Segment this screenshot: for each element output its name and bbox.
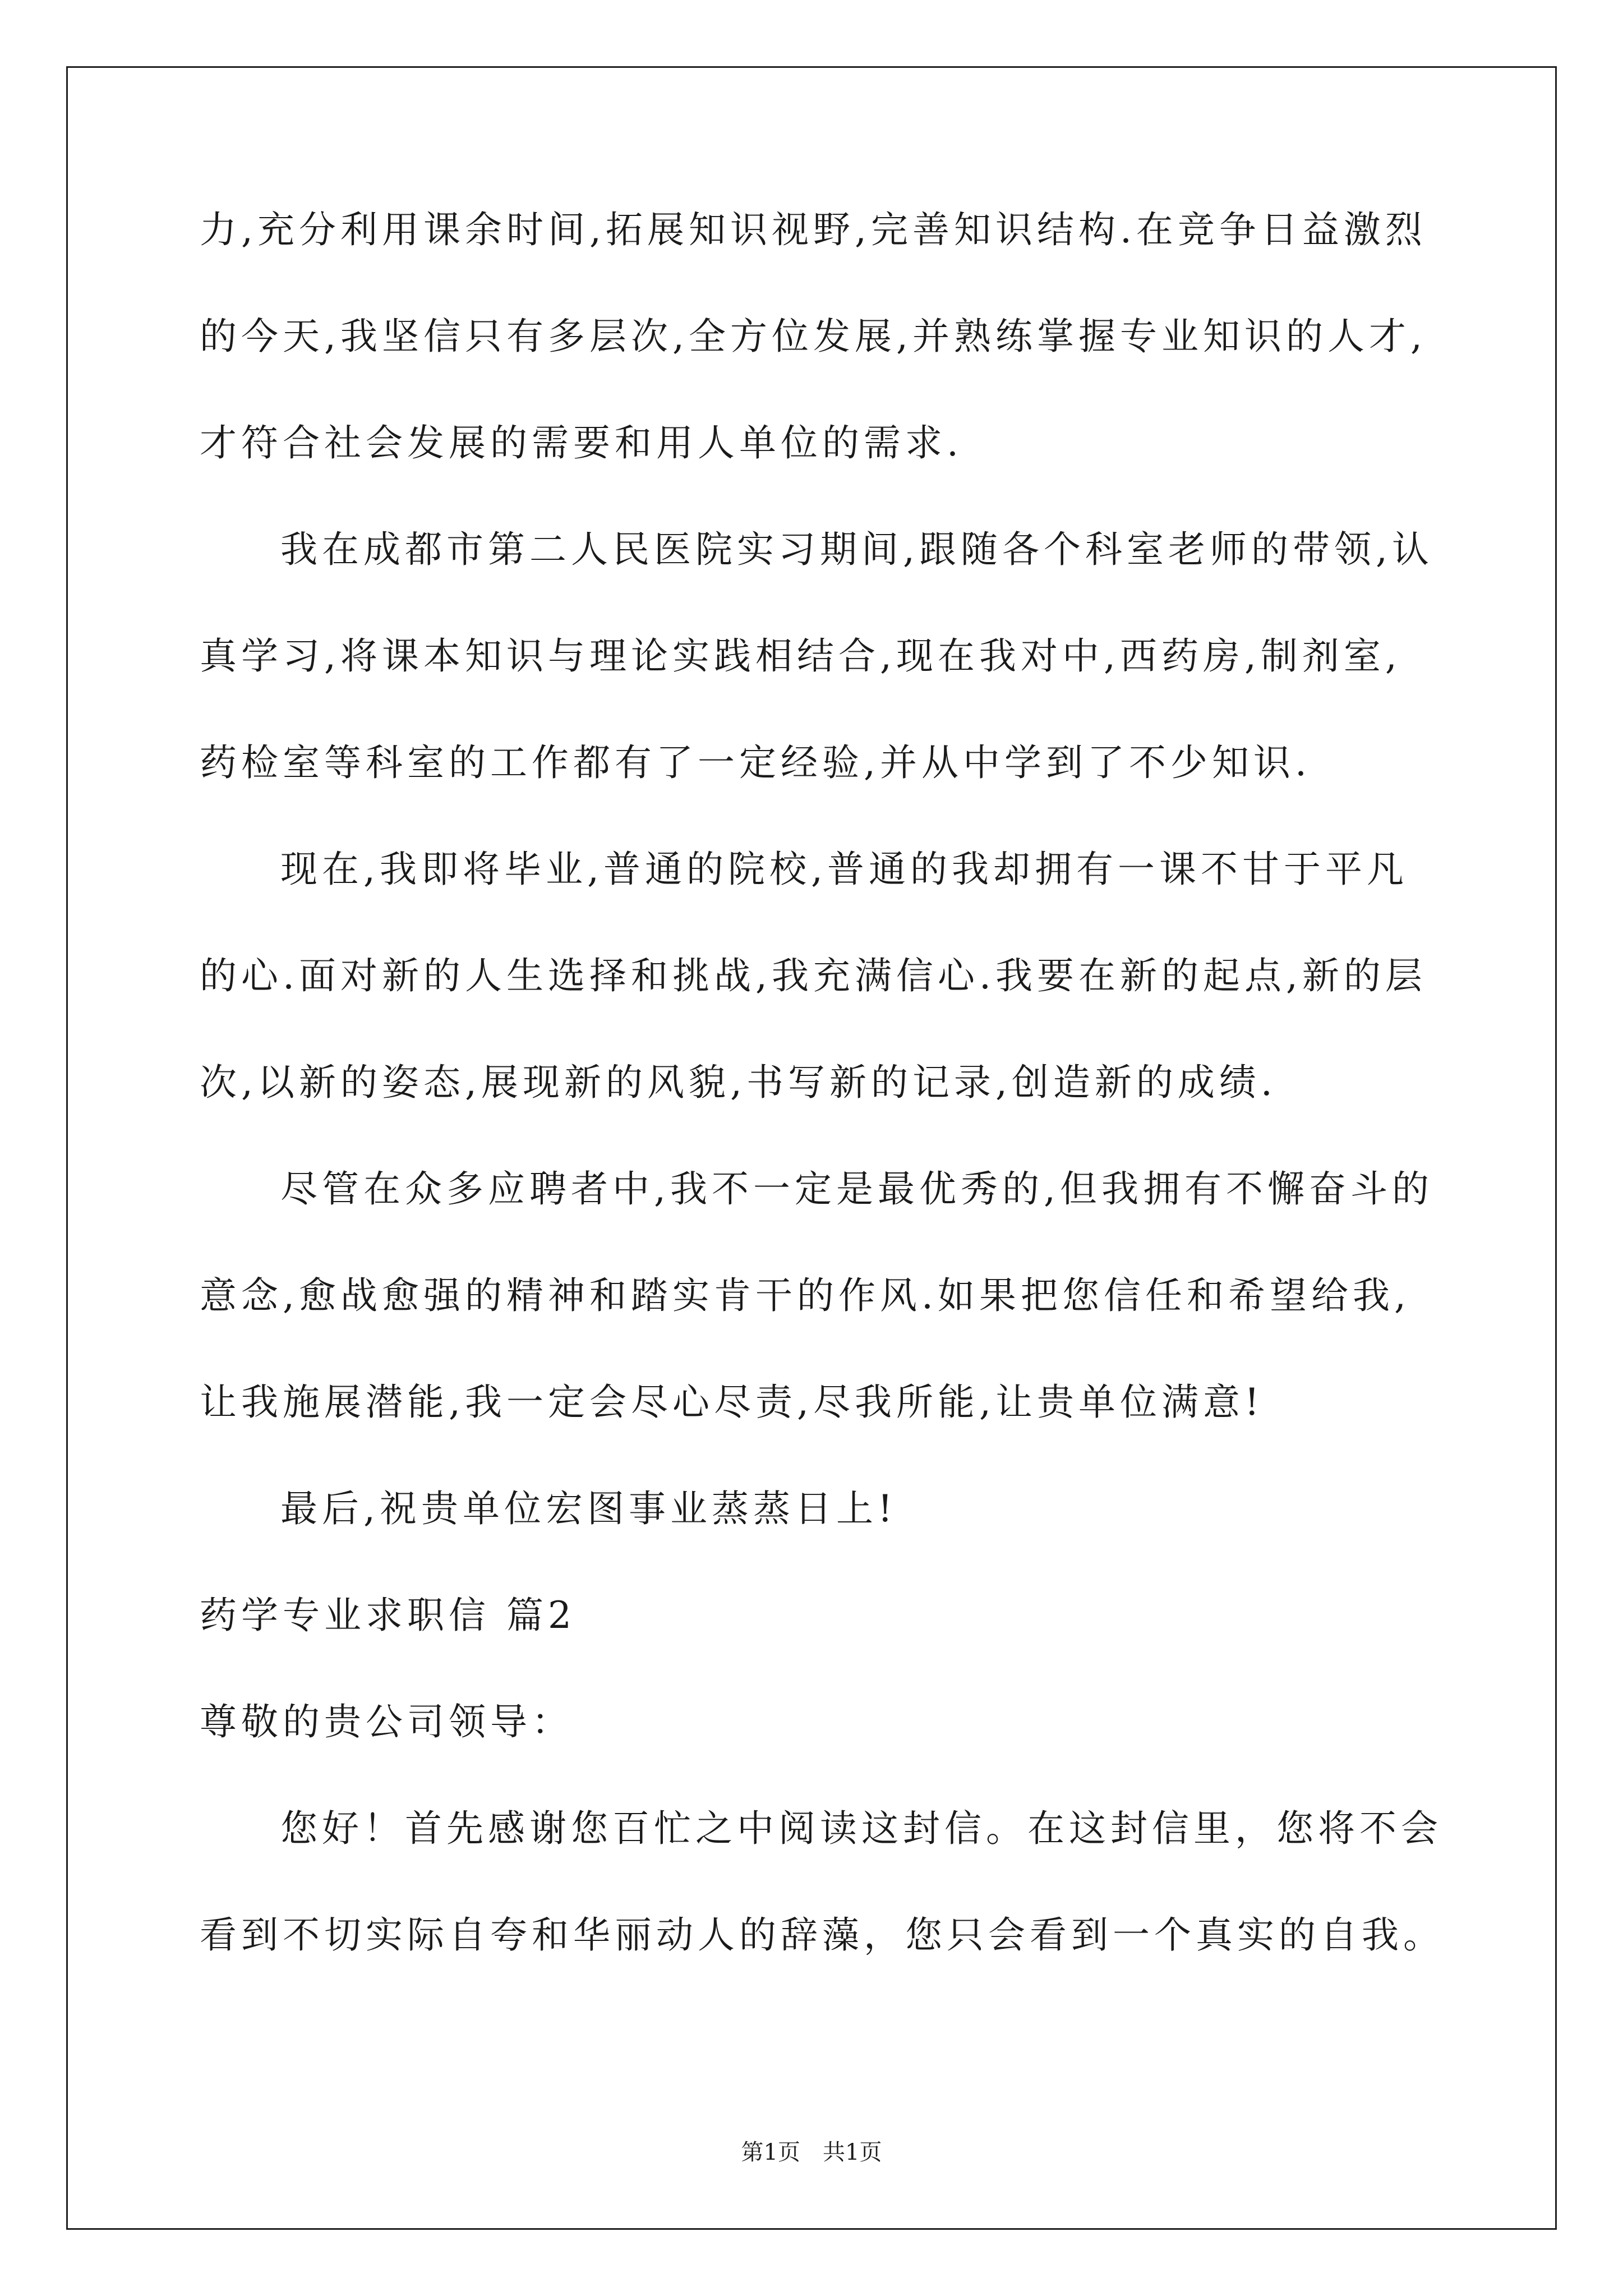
text-line: 力,充分利用课余时间,拓展知识视野,完善知识结构.在竞争日益激烈 xyxy=(200,208,1427,251)
paragraph-first-line: 最后,祝贵单位宏图事业蒸蒸日上! xyxy=(280,1487,897,1530)
text-line: 让我施展潜能,我一定会尽心尽责,尽我所能,让贵单位满意! xyxy=(200,1381,1264,1424)
paragraph-first-line: 您好！首先感谢您百忙之中阅读这封信。在这封信里，您将不会 xyxy=(280,1807,1442,1850)
section-heading: 药学专业求职信 篇2 xyxy=(200,1594,576,1637)
text-line: 看到不切实际自夸和华丽动人的辞藻，您只会看到一个真实的自我。 xyxy=(200,1913,1445,1957)
page-border xyxy=(66,66,1557,2230)
paragraph-first-line: 尽管在众多应聘者中,我不一定是最优秀的,但我拥有不懈奋斗的 xyxy=(280,1167,1433,1211)
text-line: 次,以新的姿态,展现新的风貌,书写新的记录,创造新的成绩. xyxy=(200,1061,1277,1104)
text-line: 意念,愈战愈强的精神和踏实肯干的作风.如果把您信任和希望给我, xyxy=(200,1274,1410,1317)
page-number-footer: 第1页 共1页 xyxy=(741,2139,882,2165)
paragraph-first-line: 我在成都市第二人民医院实习期间,跟随各个科室老师的带领,认 xyxy=(280,528,1433,571)
text-line: 的心.面对新的人生选择和挑战,我充满信心.我要在新的起点,新的层 xyxy=(200,954,1427,997)
text-line: 药检室等科室的工作都有了一定经验,并从中学到了不少知识. xyxy=(200,741,1311,784)
text-line: 才符合社会发展的需要和用人单位的需求. xyxy=(200,421,963,464)
text-line: 真学习,将课本知识与理论实践相结合,现在我对中,西药房,制剂室, xyxy=(200,634,1401,678)
text-line: 的今天,我坚信只有多层次,全方位发展,并熟练掌握专业知识的人才, xyxy=(200,315,1427,358)
salutation: 尊敬的贵公司领导： xyxy=(200,1700,573,1743)
paragraph-first-line: 现在,我即将毕业,普通的院校,普通的我却拥有一课不甘于平凡 xyxy=(280,848,1408,891)
